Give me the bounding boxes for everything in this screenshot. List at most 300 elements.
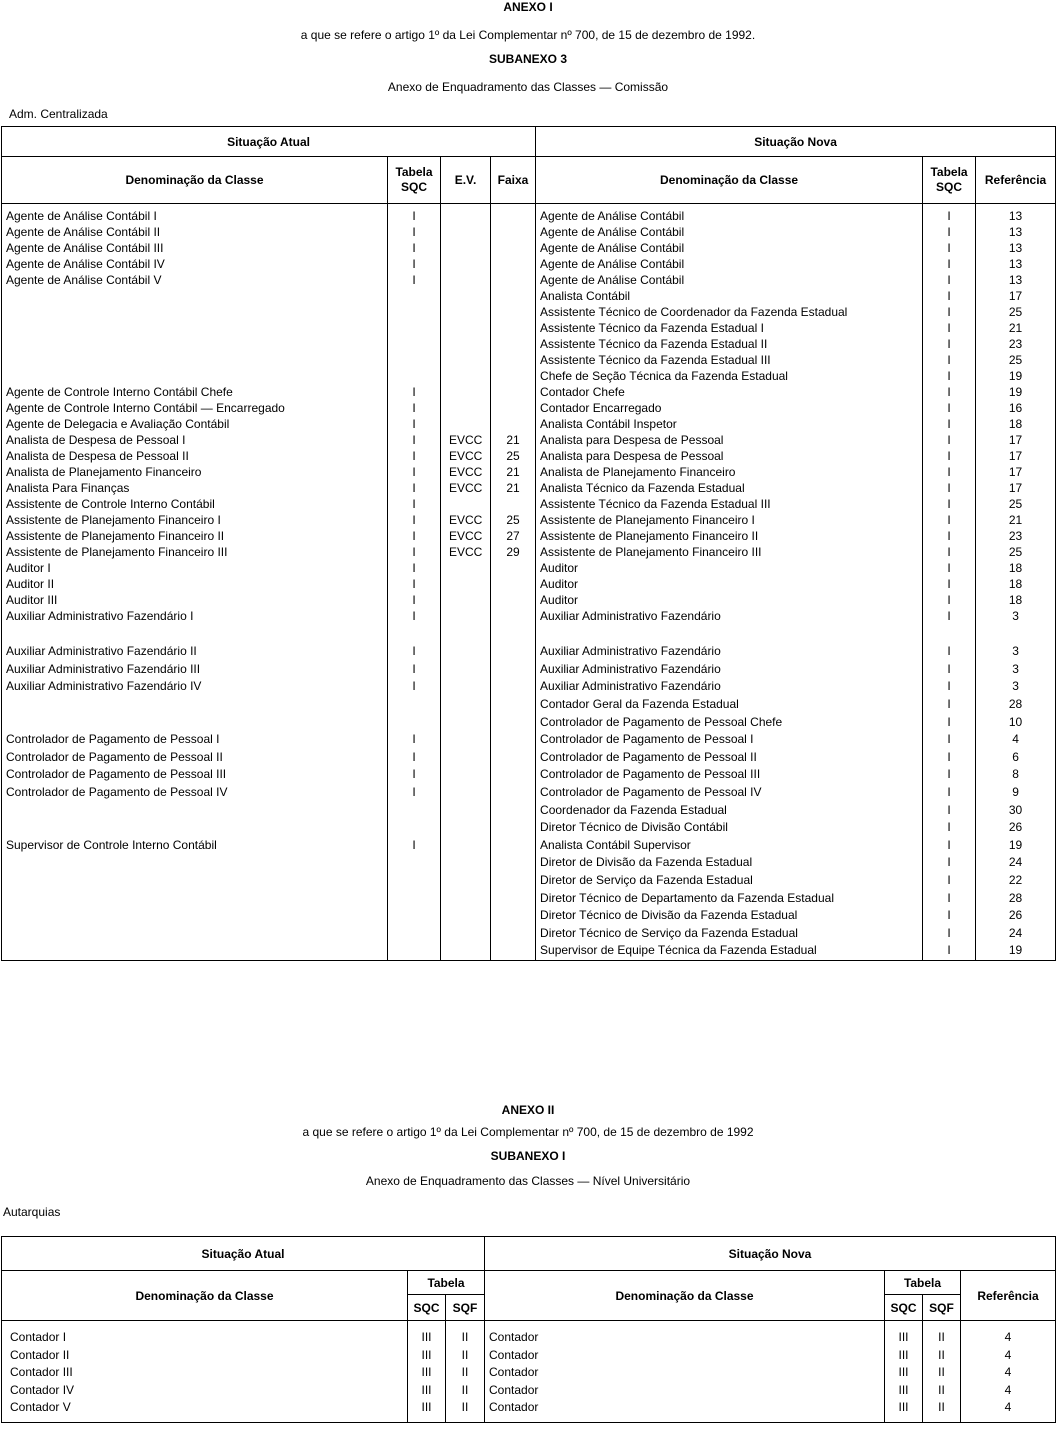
cell-tabela-nova: I xyxy=(947,696,951,711)
cell-tabela-nova: I xyxy=(947,767,951,782)
cell-referencia: 4 xyxy=(1004,1400,1012,1415)
anexo2-title: ANEXO II xyxy=(501,1103,555,1117)
cell-referencia: 18 xyxy=(1008,417,1023,431)
cell-denominacao-atual: Auditor II xyxy=(6,577,55,591)
cell-ev xyxy=(441,320,490,336)
cell-tabela-nova: I xyxy=(947,837,951,852)
cell-referencia: 26 xyxy=(1008,908,1023,923)
header-faixa: Faixa xyxy=(491,157,536,204)
cell-denominacao-atual: Assistente de Planejamento Financeiro II xyxy=(6,529,225,543)
cell-ev xyxy=(441,208,490,224)
cell-tabela-nova: I xyxy=(947,802,951,817)
a2-col-sqf xyxy=(446,1321,485,1423)
cell-faixa xyxy=(491,384,535,400)
cell-denominacao-atual xyxy=(2,802,387,820)
cell-tabela-atual xyxy=(388,352,440,368)
cell-faixa xyxy=(491,416,535,432)
cell-referencia: 16 xyxy=(1008,401,1023,415)
cell-ev xyxy=(441,384,490,400)
cell-sqc-atual: III xyxy=(421,1347,432,1362)
cell-tabela-atual: I xyxy=(412,225,416,239)
cell-faixa: 27 xyxy=(506,529,520,543)
cell-referencia: 3 xyxy=(1012,644,1019,659)
cell-faixa xyxy=(491,496,535,512)
cell-denominacao-atual xyxy=(2,696,387,714)
cell-denominacao-atual: Analista Para Finanças xyxy=(6,481,130,495)
cell-tabela-atual xyxy=(388,368,440,384)
cell-denominacao-nova: Assistente Técnico da Fazenda Estadual I xyxy=(540,321,764,335)
cell-denominacao-nova: Diretor Técnico de Divisão da Fazenda Estadual xyxy=(540,908,798,923)
cell-referencia: 17 xyxy=(1008,433,1023,447)
cell-ev xyxy=(441,368,490,384)
a2-header-sqc-atual: SQC xyxy=(408,1295,446,1321)
cell-tabela-nova: I xyxy=(947,855,951,870)
cell-denominacao-atual: Controlador de Pagamento de Pessoal III xyxy=(6,767,227,782)
header-referencia: Referência xyxy=(976,157,1056,204)
cell-tabela-atual xyxy=(388,696,440,714)
cell-denominacao-atual xyxy=(2,872,387,890)
cell-referencia: 17 xyxy=(1008,465,1023,479)
cell-sqc-nova: III xyxy=(898,1347,909,1362)
cell-denominacao-nova: Assistente Técnico da Fazenda Estadual III xyxy=(540,353,771,367)
cell-denominacao-nova: Agente de Análise Contábil xyxy=(540,273,685,287)
a2-col-sqc xyxy=(408,1321,446,1423)
cell-tabela-nova: I xyxy=(947,577,951,591)
cell-referencia: 23 xyxy=(1008,337,1023,351)
cell-tabela-nova: I xyxy=(947,714,951,729)
cell-denominacao-atual xyxy=(2,336,387,352)
cell-faixa xyxy=(491,368,535,384)
cell-denominacao-nova: Agente de Análise Contábil xyxy=(540,225,685,239)
header-denominacao-nova: Denominação da Classe xyxy=(536,157,923,204)
cell-tabela-atual xyxy=(388,854,440,872)
cell-denominacao-atual xyxy=(2,352,387,368)
cell-ev xyxy=(441,352,490,368)
cell-denominacao-atual xyxy=(2,819,387,837)
anexo2-description: Anexo de Enquadramento das Classes — Nível Universitário xyxy=(365,1174,691,1188)
cell-denominacao-nova: Diretor Técnico de Departamento da Fazenda Estadual xyxy=(540,890,834,905)
cell-denominacao-nova: Diretor de Divisão da Fazenda Estadual xyxy=(540,855,753,870)
cell-tabela-atual: I xyxy=(412,417,416,431)
cell-tabela-nova: I xyxy=(947,593,951,607)
cell-ev xyxy=(441,592,490,608)
cell-sqf-atual: II xyxy=(461,1347,469,1362)
cell-tabela-atual: I xyxy=(412,545,416,559)
cell-referencia: 19 xyxy=(1008,943,1023,958)
cell-referencia: 28 xyxy=(1008,890,1023,905)
cell-referencia: 4 xyxy=(1004,1330,1012,1344)
cell-tabela-nova: I xyxy=(947,732,951,747)
cell-referencia: 28 xyxy=(1008,696,1023,711)
cell-denominacao-atual xyxy=(2,907,387,925)
cell-tabela-atual xyxy=(388,890,440,908)
cell-tabela-atual xyxy=(388,942,440,960)
anexo2-subanexo: SUBANEXO I xyxy=(490,1149,566,1163)
cell-denominacao-nova: Diretor Técnico de Serviço da Fazenda Estadual xyxy=(540,925,798,940)
cell-denominacao-nova: Contador Encarregado xyxy=(540,401,662,415)
cell-sqf-atual: II xyxy=(461,1400,469,1415)
cell-referencia: 17 xyxy=(1008,289,1023,303)
cell-referencia: 3 xyxy=(1012,679,1019,694)
cell-ev: EVCC xyxy=(449,449,483,463)
cell-denominacao-atual: Auxiliar Administrativo Fazendário IV xyxy=(6,679,202,694)
cell-referencia: 25 xyxy=(1008,305,1023,319)
cell-tabela-atual xyxy=(388,320,440,336)
cell-denominacao-atual xyxy=(2,304,387,320)
cell-sqf-atual: II xyxy=(461,1330,469,1344)
cell-denominacao-nova: Auditor xyxy=(540,577,579,591)
cell-tabela-nova: I xyxy=(947,337,951,351)
cell-tabela-atual xyxy=(388,288,440,304)
cell-denominacao-atual xyxy=(2,288,387,304)
cell-tabela-nova: I xyxy=(947,241,951,255)
cell-tabela-atual: I xyxy=(412,679,416,694)
cell-tabela-nova: I xyxy=(947,209,951,223)
cell-referencia: 19 xyxy=(1008,837,1023,852)
cell-tabela-nova: I xyxy=(947,417,951,431)
cell-referencia: 3 xyxy=(1012,661,1019,676)
a2-header-sqf-atual: SQF xyxy=(446,1295,485,1321)
cell-faixa xyxy=(491,352,535,368)
cell-tabela-atual xyxy=(388,714,440,732)
a2-header-situacao-atual: Situação Atual xyxy=(2,1237,485,1271)
cell-referencia: 23 xyxy=(1008,529,1023,543)
cell-tabela-atual: I xyxy=(412,529,416,543)
cell-referencia: 24 xyxy=(1008,925,1023,940)
cell-denominacao-nova: Analista Contábil xyxy=(540,289,631,303)
cell-tabela-atual: I xyxy=(412,497,416,511)
cell-faixa xyxy=(491,208,535,224)
cell-denominacao-nova: Diretor Técnico de Divisão Contábil xyxy=(540,820,728,835)
cell-referencia: 24 xyxy=(1008,855,1023,870)
cell-tabela-atual: I xyxy=(412,273,416,287)
cell-tabela-nova: I xyxy=(947,820,951,835)
cell-tabela-nova: I xyxy=(947,449,951,463)
cell-tabela-atual: I xyxy=(412,241,416,255)
cell-tabela-nova: I xyxy=(947,513,951,527)
cell-denominacao-atual: Auditor III xyxy=(6,593,58,607)
a2-col-ref xyxy=(961,1321,1056,1423)
cell-denominacao-nova: Contador xyxy=(489,1347,539,1362)
cell-referencia: 13 xyxy=(1008,273,1023,287)
cell-tabela-atual: I xyxy=(412,561,416,575)
cell-referencia: 22 xyxy=(1008,872,1023,887)
anexo2-subtitle: a que se refere o artigo 1º da Lei Complementar nº 700, de 15 de dezembro de 1992 xyxy=(302,1125,754,1139)
cell-denominacao-atual: Contador III xyxy=(10,1365,73,1380)
cell-tabela-atual xyxy=(388,802,440,820)
cell-faixa xyxy=(491,320,535,336)
cell-denominacao-atual: Analista de Despesa de Pessoal II xyxy=(6,449,189,463)
anexo1-subanexo: SUBANEXO 3 xyxy=(488,52,568,66)
header-tabela-nova: Tabela SQC xyxy=(923,157,976,204)
cell-tabela-nova: I xyxy=(947,784,951,799)
cell-sqc-atual: III xyxy=(421,1400,432,1415)
cell-denominacao-atual: Agente de Análise Contábil IV xyxy=(6,257,165,271)
cell-referencia: 6 xyxy=(1012,749,1019,764)
cell-tabela-atual xyxy=(388,336,440,352)
cell-referencia: 26 xyxy=(1008,820,1023,835)
cell-tabela-nova: I xyxy=(947,225,951,239)
col-nova-tabela xyxy=(923,204,976,961)
cell-denominacao-nova: Analista de Planejamento Financeiro xyxy=(540,465,736,479)
cell-sqc-nova: III xyxy=(898,1382,909,1397)
cell-denominacao-atual: Auxiliar Administrativo Fazendário II xyxy=(6,644,197,659)
cell-faixa xyxy=(491,240,535,256)
cell-denominacao-atual: Agente de Análise Contábil III xyxy=(6,241,164,255)
header-situacao-nova: Situação Nova xyxy=(536,127,1056,157)
cell-tabela-nova: I xyxy=(947,943,951,958)
cell-faixa xyxy=(491,592,535,608)
header-tabela-atual: Tabela SQC xyxy=(388,157,441,204)
cell-tabela-atual xyxy=(388,907,440,925)
cell-sqc-nova: III xyxy=(898,1365,909,1380)
cell-denominacao-nova xyxy=(536,626,922,644)
cell-faixa xyxy=(491,272,535,288)
cell-denominacao-nova: Contador xyxy=(489,1365,539,1380)
cell-tabela-nova: I xyxy=(947,497,951,511)
cell-denominacao-atual: Agente de Controle Interno Contábil — Encarregado xyxy=(6,401,285,415)
cell-tabela-atual: I xyxy=(412,481,416,495)
cell-tabela-nova: I xyxy=(947,529,951,543)
cell-ev xyxy=(441,304,490,320)
header-situacao-atual: Situação Atual xyxy=(2,127,536,157)
cell-denominacao-nova: Assistente de Planejamento Financeiro III xyxy=(540,545,762,559)
cell-faixa xyxy=(491,560,535,576)
a2-col-nova xyxy=(485,1321,885,1423)
cell-tabela-atual xyxy=(388,925,440,943)
cell-denominacao-atual: Assistente de Planejamento Financeiro I xyxy=(6,513,221,527)
a2-col-nsqf xyxy=(923,1321,961,1423)
cell-tabela-nova: I xyxy=(947,369,951,383)
cell-faixa xyxy=(491,288,535,304)
cell-faixa: 25 xyxy=(506,449,520,463)
cell-tabela-atual: I xyxy=(412,749,416,764)
cell-tabela-nova: I xyxy=(947,561,951,575)
cell-denominacao-nova: Auxiliar Administrativo Fazendário xyxy=(540,661,721,676)
cell-denominacao-atual xyxy=(2,890,387,908)
cell-tabela-nova: I xyxy=(947,273,951,287)
cell-sqf-nova: II xyxy=(938,1382,945,1397)
cell-referencia: 18 xyxy=(1008,577,1023,591)
cell-faixa: 21 xyxy=(506,465,520,479)
cell-tabela-nova: I xyxy=(947,433,951,447)
cell-denominacao-atual: Controlador de Pagamento de Pessoal I xyxy=(6,732,220,747)
cell-denominacao-atual: Contador IV xyxy=(10,1382,75,1397)
cell-faixa xyxy=(491,336,535,352)
cell-ev: EVCC xyxy=(449,465,483,479)
cell-tabela-atual: I xyxy=(412,609,416,623)
cell-ev xyxy=(441,240,490,256)
cell-sqf-nova: II xyxy=(938,1365,945,1380)
cell-denominacao-nova: Controlador de Pagamento de Pessoal IV xyxy=(540,784,762,799)
cell-denominacao-atual: Auxiliar Administrativo Fazendário I xyxy=(6,609,194,623)
cell-referencia: 19 xyxy=(1008,369,1023,383)
cell-denominacao-atual: Agente de Análise Contábil II xyxy=(6,225,161,239)
cell-denominacao-atual: Controlador de Pagamento de Pessoal IV xyxy=(6,784,228,799)
cell-denominacao-atual xyxy=(2,368,387,384)
cell-ev: EVCC xyxy=(449,529,483,543)
cell-referencia: 3 xyxy=(1012,609,1019,623)
cell-referencia: 13 xyxy=(1008,209,1023,223)
cell-tabela-nova: I xyxy=(947,385,951,399)
anexo1-table xyxy=(1,126,1056,961)
cell-denominacao-atual xyxy=(2,714,387,732)
cell-denominacao-atual: Contador V xyxy=(10,1400,71,1415)
cell-referencia: 21 xyxy=(1008,321,1023,335)
cell-tabela-nova: I xyxy=(947,257,951,271)
cell-denominacao-atual xyxy=(2,626,387,644)
col-ev xyxy=(441,204,491,961)
cell-denominacao-nova: Auxiliar Administrativo Fazendário xyxy=(540,644,721,659)
cell-referencia: 17 xyxy=(1008,481,1023,495)
cell-tabela-nova: I xyxy=(947,872,951,887)
cell-tabela-atual: I xyxy=(412,385,416,399)
cell-ev xyxy=(441,576,490,592)
cell-referencia: 4 xyxy=(1004,1347,1012,1362)
cell-ev xyxy=(441,288,490,304)
cell-tabela-atual: I xyxy=(412,401,416,415)
cell-denominacao-nova: Supervisor de Equipe Técnica da Fazenda Estadual xyxy=(540,943,817,958)
cell-faixa: 25 xyxy=(506,513,520,527)
cell-tabela-atual xyxy=(388,819,440,837)
anexo1-subtitle: a que se refere o artigo 1º da Lei Complementar nº 700, de 15 de dezembro de 1992. xyxy=(300,28,756,42)
cell-tabela-nova: I xyxy=(947,679,951,694)
cell-denominacao-atual: Assistente de Controle Interno Contábil xyxy=(6,497,215,511)
cell-denominacao-nova: Assistente Técnico da Fazenda Estadual II xyxy=(540,337,768,351)
a2-header-situacao-nova: Situação Nova xyxy=(485,1237,1056,1271)
cell-denominacao-nova: Auxiliar Administrativo Fazendário xyxy=(540,679,721,694)
cell-tabela-nova: I xyxy=(947,401,951,415)
cell-ev: EVCC xyxy=(449,513,483,527)
cell-faixa xyxy=(491,576,535,592)
cell-tabela-atual: I xyxy=(412,593,416,607)
a2-header-tabela-atual: Tabela xyxy=(408,1271,485,1295)
col-atual-denominacao xyxy=(2,204,388,961)
cell-denominacao-atual: Agente de Controle Interno Contábil Chefe xyxy=(6,385,233,399)
cell-tabela-atual: I xyxy=(412,449,416,463)
cell-ev xyxy=(441,416,490,432)
cell-denominacao-atual: Auditor I xyxy=(6,561,51,575)
cell-denominacao-nova: Contador xyxy=(489,1330,539,1344)
cell-tabela-atual: I xyxy=(412,257,416,271)
cell-denominacao-nova: Agente de Análise Contábil xyxy=(540,209,685,223)
anexo1-context: Adm. Centralizada xyxy=(9,107,108,121)
cell-denominacao-atual: Supervisor de Controle Interno Contábil xyxy=(6,837,217,852)
cell-tabela-atual xyxy=(388,304,440,320)
cell-referencia: 25 xyxy=(1008,545,1023,559)
cell-tabela-atual: I xyxy=(412,577,416,591)
cell-denominacao-atual: Agente de Delegacia e Avaliação Contábil xyxy=(6,417,230,431)
cell-denominacao-atual: Assistente de Planejamento Financeiro III xyxy=(6,545,228,559)
cell-denominacao-nova: Auditor xyxy=(540,561,579,575)
cell-denominacao-nova: Contador xyxy=(489,1400,539,1415)
cell-faixa xyxy=(491,304,535,320)
cell-ev xyxy=(441,496,490,512)
cell-denominacao-nova: Contador Geral da Fazenda Estadual xyxy=(540,696,739,711)
cell-denominacao-atual xyxy=(2,320,387,336)
cell-referencia xyxy=(976,626,1055,644)
cell-ev xyxy=(441,256,490,272)
cell-tabela-nova: I xyxy=(947,644,951,659)
cell-tabela-nova: I xyxy=(947,465,951,479)
a2-header-referencia: Referência xyxy=(961,1271,1056,1321)
cell-denominacao-nova: Analista para Despesa de Pessoal xyxy=(540,433,724,447)
a2-col-atual xyxy=(2,1321,408,1423)
cell-denominacao-atual: Contador II xyxy=(10,1347,70,1362)
cell-referencia: 13 xyxy=(1008,241,1023,255)
cell-denominacao-nova: Assistente de Planejamento Financeiro I xyxy=(540,513,755,527)
cell-ev: EVCC xyxy=(449,481,483,495)
cell-tabela-nova: I xyxy=(947,321,951,335)
a2-header-denominacao-nova: Denominação da Classe xyxy=(485,1271,885,1321)
cell-referencia: 17 xyxy=(1008,449,1023,463)
cell-denominacao-nova: Analista Técnico da Fazenda Estadual xyxy=(540,481,745,495)
cell-denominacao-nova: Coordenador da Fazenda Estadual xyxy=(540,802,727,817)
cell-referencia: 8 xyxy=(1012,767,1019,782)
cell-faixa: 21 xyxy=(506,481,520,495)
cell-sqf-nova: II xyxy=(938,1330,945,1344)
cell-tabela-atual: I xyxy=(412,837,416,852)
cell-referencia: 9 xyxy=(1012,784,1019,799)
cell-faixa: 21 xyxy=(506,433,520,447)
cell-referencia: 18 xyxy=(1008,593,1023,607)
cell-ev xyxy=(441,560,490,576)
cell-denominacao-nova: Contador Chefe xyxy=(540,385,625,399)
cell-referencia: 4 xyxy=(1004,1382,1012,1397)
cell-referencia: 25 xyxy=(1008,353,1023,367)
cell-denominacao-nova: Assistente Técnico de Coordenador da Fazenda Estadual xyxy=(540,305,848,319)
a2-header-denominacao-atual: Denominação da Classe xyxy=(2,1271,408,1321)
cell-tabela-nova: I xyxy=(947,289,951,303)
cell-denominacao-nova: Diretor de Serviço da Fazenda Estadual xyxy=(540,872,753,887)
cell-sqf-atual: II xyxy=(461,1365,469,1380)
cell-faixa xyxy=(491,400,535,416)
col-referencia xyxy=(976,204,1056,961)
cell-referencia: 21 xyxy=(1008,513,1023,527)
cell-sqf-nova: II xyxy=(938,1347,945,1362)
cell-denominacao-atual: Auxiliar Administrativo Fazendário III xyxy=(6,661,201,676)
cell-denominacao-nova: Assistente de Planejamento Financeiro II xyxy=(540,529,759,543)
cell-tabela-nova xyxy=(923,626,975,644)
cell-tabela-nova: I xyxy=(947,661,951,676)
cell-tabela-atual xyxy=(388,872,440,890)
cell-denominacao-atual: Controlador de Pagamento de Pessoal II xyxy=(6,749,223,764)
cell-sqc-atual: III xyxy=(421,1382,432,1397)
cell-sqc-nova: III xyxy=(898,1400,909,1415)
cell-ev: EVCC xyxy=(449,433,483,447)
cell-tabela-atual: I xyxy=(412,513,416,527)
cell-sqc-nova: III xyxy=(898,1330,909,1344)
cell-referencia: 19 xyxy=(1008,385,1023,399)
cell-sqf-atual: II xyxy=(461,1382,469,1397)
a2-header-sqf-nova: SQF xyxy=(923,1295,961,1321)
cell-tabela-atual: I xyxy=(412,732,416,747)
anexo1-description: Anexo de Enquadramento das Classes — Comissão xyxy=(387,80,669,94)
cell-tabela-atual: I xyxy=(412,209,416,223)
cell-denominacao-nova: Analista para Despesa de Pessoal xyxy=(540,449,724,463)
a2-header-tabela-nova: Tabela xyxy=(885,1271,961,1295)
cell-denominacao-nova: Controlador de Pagamento de Pessoal III xyxy=(540,767,761,782)
cell-tabela-nova: I xyxy=(947,609,951,623)
cell-referencia: 30 xyxy=(1008,802,1023,817)
cell-ev: EVCC xyxy=(449,545,483,559)
cell-denominacao-nova: Controlador de Pagamento de Pessoal Chefe xyxy=(540,714,783,729)
cell-tabela-atual xyxy=(388,626,440,644)
cell-referencia: 18 xyxy=(1008,561,1023,575)
cell-sqc-atual: III xyxy=(421,1365,432,1380)
cell-tabela-atual: I xyxy=(412,767,416,782)
col-nova-denominacao xyxy=(536,204,923,961)
